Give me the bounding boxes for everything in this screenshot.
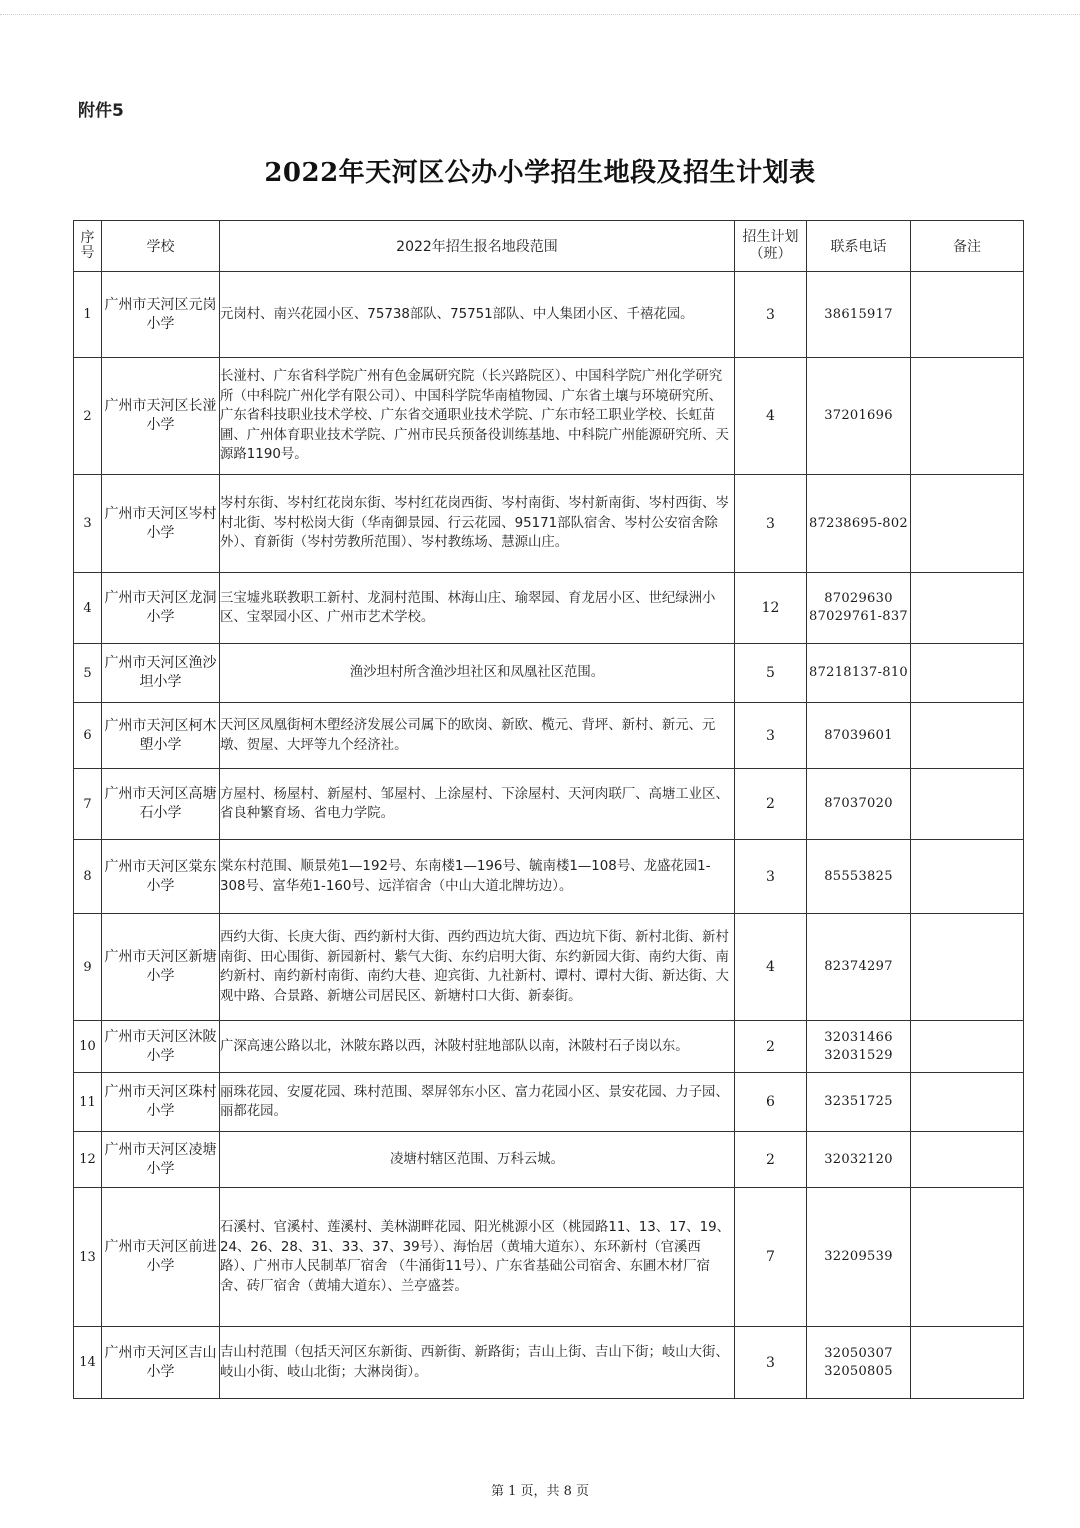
enrollment-scope: 石溪村、官溪村、莲溪村、美林湖畔花园、阳光桃源小区（桃园路11、13、17、19、24、26、28、31、33、37、39号）、海怡居（黄埔大道东）、东环新村（官溪西路）、广州市人民制革厂宿舍 （牛涌街11号）、广东省基础公司宿舍、东圃木材厂宿舍、砖厂宿舍（黄埔大道东）、兰亭盛荟。 [220,1188,735,1327]
row-no: 7 [74,769,102,840]
remarks [911,703,1024,769]
remarks [911,358,1024,475]
attachment-label: 附件5 [78,101,124,121]
plan-classes: 5 [735,644,807,703]
row-no: 13 [74,1188,102,1327]
contact-phone: 32032120 [807,1132,911,1188]
header-scope: 2022年招生报名地段范围 [220,221,735,272]
remarks [911,644,1024,703]
enrollment-scope: 方屋村、杨屋村、新屋村、邹屋村、上涂屋村、下涂屋村、天河肉联厂、高塘工业区、省良种繁育场、省电力学院。 [220,769,735,840]
remarks [911,1188,1024,1327]
remarks [911,475,1024,573]
enrollment-scope: 元岗村、南兴花园小区、75738部队、75751部队、中人集团小区、千禧花园。 [220,272,735,358]
row-no: 10 [74,1021,102,1073]
row-no: 14 [74,1327,102,1399]
contact-phone: 85553825 [807,840,911,914]
table-row [74,914,1024,1021]
row-no: 6 [74,703,102,769]
school-name: 广州市天河区龙洞小学 [102,573,220,644]
contact-phone: 87029630 87029761-837 [807,573,911,644]
contact-phone: 38615917 [807,272,911,358]
plan-classes: 3 [735,1327,807,1399]
header-plan: 招生计划（班） [735,221,807,272]
enrollment-scope: 天河区凤凰街柯木塱经济发展公司属下的欧岗、新欧、榄元、背坪、新村、新元、元墩、贺屋、大坪等九个经济社。 [220,703,735,769]
school-name: 广州市天河区前进小学 [102,1188,220,1327]
plan-classes: 2 [735,1021,807,1073]
contact-phone: 87039601 [807,703,911,769]
plan-classes: 3 [735,475,807,573]
header-phone: 联系电话 [807,221,911,272]
table-row [74,703,1024,769]
contact-phone: 82374297 [807,914,911,1021]
remarks [911,1327,1024,1399]
enrollment-scope: 丽珠花园、安厦花园、珠村范围、翠屏邻东小区、富力花园小区、景安花园、力子园、丽都花园。 [220,1073,735,1132]
school-name: 广州市天河区元岗小学 [102,272,220,358]
enrollment-scope: 吉山村范围（包括天河区东新街、西新街、新路街；吉山上街、吉山下街；岐山大街、岐山小街、岐山北街；大淋岗街）。 [220,1327,735,1399]
scan-edge-strip [0,0,1080,15]
school-name: 广州市天河区岑村小学 [102,475,220,573]
enrollment-scope: 西约大街、长庚大街、西约新村大街、西约西边坑大街、西边坑下街、新村北街、新村南街、田心围街、新园新村、紫气大街、东约启明大街、东约新园大街、南约大街、南约新村、南约新村南街、南约大巷、迎宾街、九社新村、谭村、谭村大街、新达街、大观中路、合景路、新塘公司居民区、新塘村口大街、新泰街。 [220,914,735,1021]
table-row [74,1132,1024,1188]
school-name: 广州市天河区珠村小学 [102,1073,220,1132]
remarks [911,272,1024,358]
school-name: 广州市天河区吉山小学 [102,1327,220,1399]
enrollment-scope: 长湴村、广东省科学院广州有色金属研究院（长兴路院区）、中国科学院广州化学研究所（中科院广州化学有限公司）、中国科学院华南植物园、广东省土壤与环境研究所、广东省科技职业技术学校、广东省交通职业技术学院、广东市轻工职业学校、长虹苗圃、广州体育职业技术学院、广州市民兵预备役训练基地、中科院广州能源研究所、天源路1190号。 [220,358,735,475]
remarks [911,573,1024,644]
plan-classes: 7 [735,1188,807,1327]
contact-phone: 87037020 [807,769,911,840]
remarks [911,1021,1024,1073]
school-name: 广州市天河区渔沙坦小学 [102,644,220,703]
table-row [74,840,1024,914]
school-name: 广州市天河区新塘小学 [102,914,220,1021]
plan-classes: 6 [735,1073,807,1132]
contact-phone: 32031466 32031529 [807,1021,911,1073]
plan-classes: 3 [735,703,807,769]
table-header-row [74,221,1024,272]
plan-classes: 3 [735,272,807,358]
header-no: 序号 [74,221,102,272]
school-name: 广州市天河区凌塘小学 [102,1132,220,1188]
table-row [74,358,1024,475]
school-name: 广州市天河区棠东小学 [102,840,220,914]
row-no: 1 [74,272,102,358]
table-row [74,1327,1024,1399]
table-row [74,272,1024,358]
table-row [74,1188,1024,1327]
table-row [74,475,1024,573]
row-no: 8 [74,840,102,914]
header-school: 学校 [102,221,220,272]
row-no: 3 [74,475,102,573]
enrollment-scope: 棠东村范围、顺景苑1—192号、东南楼1—196号、毓南楼1—108号、龙盛花园1-308号、富华苑1-160号、远洋宿舍（中山大道北牌坊边）。 [220,840,735,914]
remarks [911,769,1024,840]
plan-classes: 12 [735,573,807,644]
plan-classes: 2 [735,1132,807,1188]
row-no: 12 [74,1132,102,1188]
table-row [74,1073,1024,1132]
table-row [74,769,1024,840]
row-no: 4 [74,573,102,644]
plan-classes: 4 [735,358,807,475]
row-no: 11 [74,1073,102,1132]
enrollment-scope: 渔沙坦村所含渔沙坦社区和凤凰社区范围。 [220,644,735,703]
school-name: 广州市天河区沐陂小学 [102,1021,220,1073]
contact-phone: 32209539 [807,1188,911,1327]
contact-phone: 87238695-802 [807,475,911,573]
remarks [911,1073,1024,1132]
contact-phone: 87218137-810 [807,644,911,703]
row-no: 5 [74,644,102,703]
enrollment-scope: 岑村东街、岑村红花岗东街、岑村红花岗西街、岑村南街、岑村新南街、岑村西街、岑村北街、岑村松岗大街（华南御景园、行云花园、95171部队宿舍、岑村公安宿舍除外）、育新街（岑村劳教所范围）、岑村教练场、慧源山庄。 [220,475,735,573]
plan-classes: 3 [735,840,807,914]
school-name: 广州市天河区长湴小学 [102,358,220,475]
row-no: 2 [74,358,102,475]
table-row [74,573,1024,644]
contact-phone: 37201696 [807,358,911,475]
remarks [911,1132,1024,1188]
enrollment-scope: 凌塘村辖区范围、万科云城。 [220,1132,735,1188]
page-footer: 第 1 页，共 8 页 [490,1484,590,1499]
school-name: 广州市天河区柯木塱小学 [102,703,220,769]
header-note: 备注 [911,221,1024,272]
row-no: 9 [74,914,102,1021]
remarks [911,914,1024,1021]
table-row [74,1021,1024,1073]
contact-phone: 32050307 32050805 [807,1327,911,1399]
enrollment-plan-table [73,220,1024,1399]
enrollment-scope: 三宝墟兆联教职工新村、龙洞村范围、林海山庄、瑜翠园、育龙居小区、世纪绿洲小区、宝翠园小区、广州市艺术学校。 [220,573,735,644]
school-name: 广州市天河区高塘石小学 [102,769,220,840]
plan-classes: 2 [735,769,807,840]
table-row [74,644,1024,703]
remarks [911,840,1024,914]
enrollment-scope: 广深高速公路以北，沐陂东路以西，沐陂村驻地部队以南，沐陂村石子岗以东。 [220,1021,735,1073]
plan-classes: 4 [735,914,807,1021]
contact-phone: 32351725 [807,1073,911,1132]
page-title: 2022年天河区公办小学招生地段及招生计划表 [264,158,816,188]
